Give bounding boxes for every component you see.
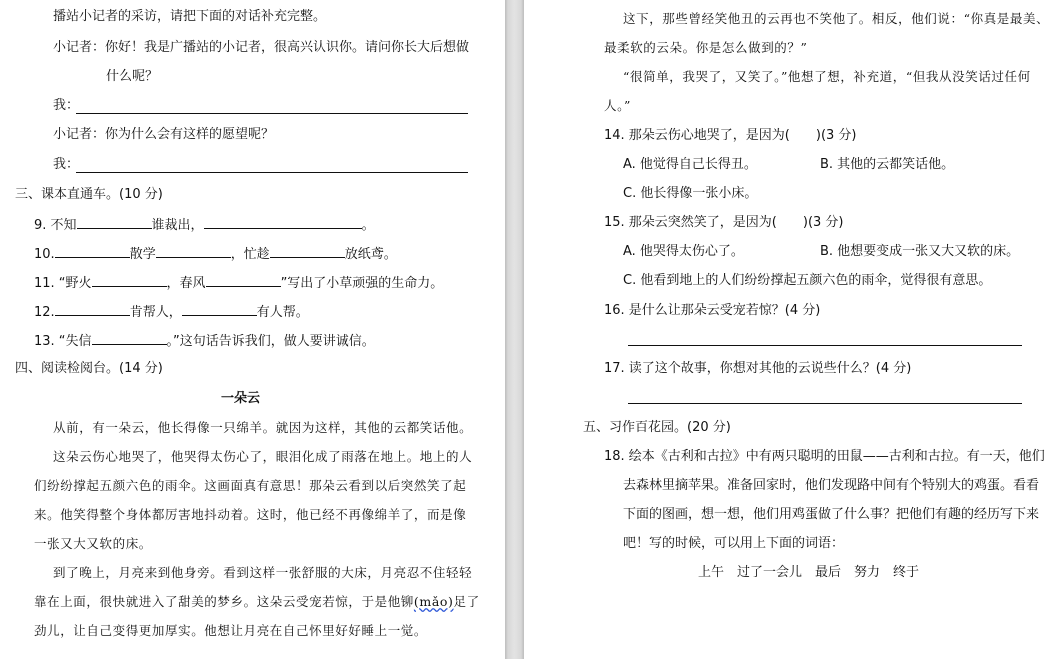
item-13-text-b: 。”这句话告诉我们，做人要讲诚信。 <box>166 334 375 349</box>
question-14-option-b[interactable]: B. 其他的云都笑话他。 <box>820 157 955 172</box>
story-paragraph-4-line-2: 最柔软的云朵。你是怎么做到的？” <box>604 40 808 55</box>
item-11-text-b: ，春风 <box>166 276 206 291</box>
item-10-text-a: 10. <box>34 247 55 262</box>
answer-line-1[interactable] <box>76 113 468 114</box>
item-9 <box>34 215 375 233</box>
story-paragraph-3-line-2 <box>34 593 480 611</box>
item-12-text-a: 12. <box>34 305 55 320</box>
blank-10-1[interactable] <box>55 244 130 258</box>
pinyin-mao: (mǎo) <box>413 594 454 609</box>
word-bank: 上午 过了一会儿 最后 努力 终于 <box>698 565 920 580</box>
item-12 <box>34 302 309 320</box>
left-page <box>0 0 505 659</box>
story-paragraph-5-line-2: 人。” <box>604 98 631 113</box>
reporter-question-2: 小记者：你为什么会有这样的愿望呢？ <box>53 127 275 142</box>
question-18-line-4: 吧！写的时候，可以用上下面的词语： <box>623 536 845 551</box>
question-18-line-2: 去森林里摘苹果。准备回家时，他们发现路中间有个特别大的鸡蛋。看看 <box>623 478 1040 493</box>
my-answer-label-1: 我： <box>53 98 80 113</box>
item-9-text-a: 9. 不知 <box>34 218 77 233</box>
item-9-text-b: 谁裁出， <box>151 218 204 233</box>
blank-11-1[interactable] <box>92 273 167 287</box>
question-14-option-a[interactable]: A. 他觉得自己长得丑。 <box>623 157 757 172</box>
question-17: 17. 读了这个故事，你想对其他的云说些什么？(4 分) <box>604 361 912 376</box>
reporter-question-1: 小记者：你好！我是广播站的小记者，很高兴认识你。请问你长大后想做 <box>53 40 470 55</box>
item-10-text-b: 散学 <box>129 247 156 262</box>
section-4-heading: 四、阅读检阅台。(14 分) <box>15 361 163 376</box>
story-paragraph-2-line-4: 一张又大又软的床。 <box>34 536 152 551</box>
story-paragraph-2-line-2: 们纷纷撑起五颜六色的雨伞。这画面真有意思！那朵云看到以后突然笑了起 <box>34 478 467 493</box>
page-gutter <box>505 0 524 659</box>
my-answer-label-2: 我： <box>53 157 80 172</box>
item-10-text-d: 放纸鸢。 <box>344 247 397 262</box>
story-paragraph-1: 从前，有一朵云，他长得像一只绵羊。就因为这样，其他的云都笑话他。 <box>53 420 473 435</box>
item-11-text-a: 11. “野火 <box>34 276 92 291</box>
blank-12-2[interactable] <box>182 302 257 316</box>
answer-line-17[interactable] <box>628 403 1022 404</box>
right-page <box>524 0 1049 659</box>
question-18-line-1: 18. 绘本《古利和古拉》中有两只聪明的田鼠——古利和古拉。有一天，他们 <box>604 449 1045 464</box>
question-15: 15. 那朵云突然笑了，是因为( )(3 分) <box>604 215 844 230</box>
question-15-option-a[interactable]: A. 他哭得太伤心了。 <box>623 244 744 259</box>
blank-13-1[interactable] <box>92 331 167 345</box>
story-paragraph-2-line-3: 来。他笑得整个身体都厉害地抖动着。这时，他已经不再像绵羊了，而是像 <box>34 507 467 522</box>
story-paragraph-5-line-1: “很简单，我哭了，又笑了。”他想了想，补充道，“但我从没笑话过任何 <box>623 69 1031 84</box>
blank-10-3[interactable] <box>270 244 345 258</box>
story-paragraph-2-line-1: 这朵云伤心地哭了，他哭得太伤心了，眼泪化成了雨落在地上。地上的人 <box>53 449 473 464</box>
item-12-text-c: 有人帮。 <box>256 305 309 320</box>
story-paragraph-3-line-1: 到了晚上，月亮来到他身旁。看到这样一张舒服的大床，月亮忍不住轻轻 <box>53 565 473 580</box>
blank-10-2[interactable] <box>156 244 231 258</box>
item-12-text-b: 肯帮人， <box>129 305 182 320</box>
section-3-heading: 三、课本直通车。(10 分) <box>15 187 163 202</box>
question-15-option-c[interactable]: C. 他看到地上的人们纷纷撑起五颜六色的雨伞，觉得很有意思。 <box>623 273 992 288</box>
question-15-option-b[interactable]: B. 他想要变成一张又大又软的床。 <box>820 244 1020 259</box>
item-10 <box>34 244 397 262</box>
story-paragraph-3-line-2-b: 足了 <box>453 594 480 609</box>
item-13 <box>34 331 375 349</box>
blank-9-1[interactable] <box>77 215 152 229</box>
story-paragraph-3-line-3: 劲儿，让自己变得更加厚实。他想让月亮在自己怀里好好睡上一觉。 <box>34 623 428 638</box>
blank-12-1[interactable] <box>55 302 130 316</box>
blank-9-2[interactable] <box>204 215 362 229</box>
story-title: 一朵云 <box>221 391 261 406</box>
answer-line-16[interactable] <box>628 345 1022 346</box>
interview-intro: 播站小记者的采访，请把下面的对话补充完整。 <box>53 9 327 24</box>
question-18-line-3: 下面的图画，想一想，他们用鸡蛋做了什么事？把他们有趣的经历写下来 <box>623 507 1040 522</box>
story-paragraph-3-line-2-a: 靠在上面，很快就进入了甜美的梦乡。这朵云受宠若惊，于是他铆 <box>34 594 414 609</box>
blank-11-2[interactable] <box>206 273 281 287</box>
story-paragraph-4-line-1: 这下，那些曾经笑他丑的云再也不笑他了。相反，他们说：“你真是最美、 <box>623 11 1049 26</box>
question-14-option-c[interactable]: C. 他长得像一张小床。 <box>623 186 758 201</box>
item-11-text-c: ”写出了小草顽强的生命力。 <box>280 276 444 291</box>
question-16: 16. 是什么让那朵云受宠若惊？(4 分) <box>604 303 821 318</box>
item-9-text-c: 。 <box>361 218 375 233</box>
answer-line-2[interactable] <box>76 172 468 173</box>
item-10-text-c: ，忙趁 <box>230 247 270 262</box>
question-14: 14. 那朵云伤心地哭了，是因为( )(3 分) <box>604 128 857 143</box>
item-11 <box>34 273 443 291</box>
item-13-text-a: 13. “失信 <box>34 334 92 349</box>
section-5-heading: 五、习作百花园。(20 分) <box>583 420 731 435</box>
reporter-question-1-cont: 什么呢？ <box>106 69 159 84</box>
